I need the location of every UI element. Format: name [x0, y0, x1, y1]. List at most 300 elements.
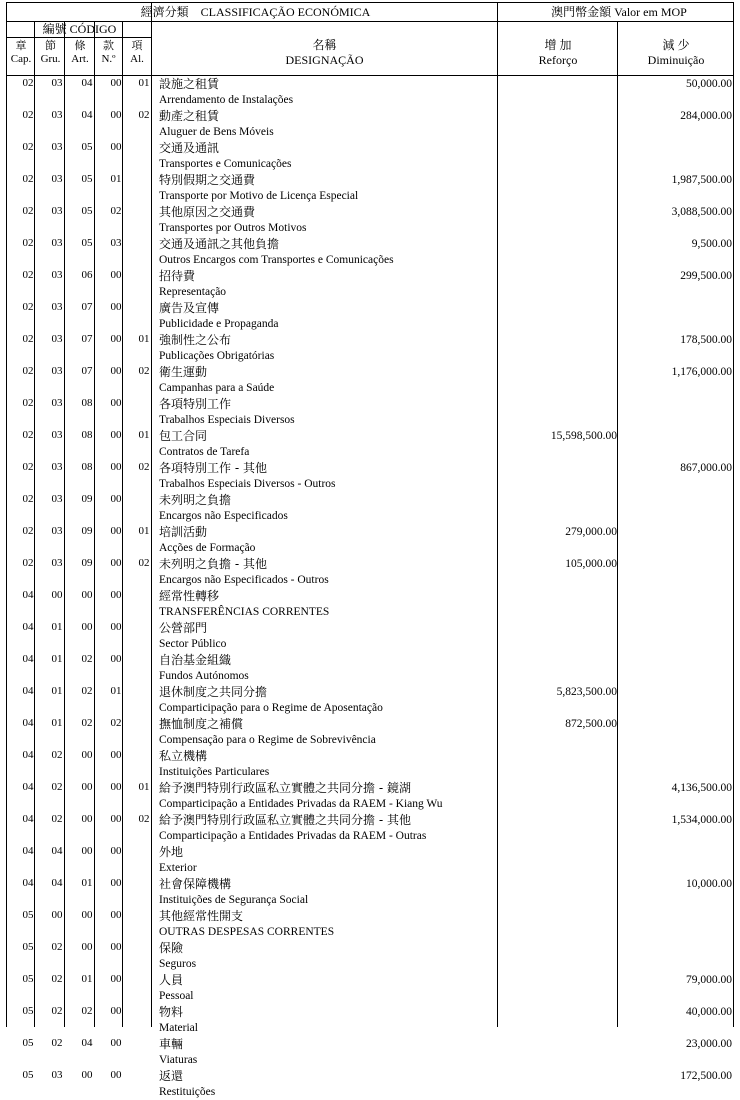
designation-portuguese: TRANSFERÊNCIAS CORRENTES — [159, 606, 330, 618]
designation-chinese: 未列明之負擔 - 其他 — [159, 557, 267, 571]
designation-cell — [159, 684, 499, 716]
code-cell-gru: 02 — [51, 781, 63, 793]
designation-portuguese: Seguros — [159, 958, 197, 970]
designation-chinese: 特別假期之交通費 — [159, 173, 256, 187]
designation-chinese: 給予澳門特別行政區私立實體之共同分擔 - 其他 — [159, 813, 411, 827]
designation-chinese: 各項特別工作 - 其他 — [159, 461, 267, 475]
code-cell-num: 00 — [110, 461, 122, 473]
table-row — [7, 812, 733, 844]
designation-chinese: 設施之租賃 — [159, 77, 220, 91]
code-cell-gru: 03 — [51, 237, 63, 249]
table-row — [7, 1004, 733, 1036]
code-cell-art: 00 — [81, 749, 93, 761]
designation-chinese: 其他經常性開支 — [159, 909, 244, 923]
designation-portuguese: Campanhas para a Saúde — [159, 382, 275, 394]
code-cell-art: 04 — [81, 1037, 93, 1049]
code-cell-art: 08 — [81, 429, 93, 441]
code-cell-al: 02 — [138, 461, 150, 473]
designation-cell — [159, 844, 499, 876]
code-cell-cap: 02 — [22, 365, 34, 377]
table-row — [7, 236, 733, 268]
code-cell-art: 05 — [81, 205, 93, 217]
code-cell-art: 04 — [81, 109, 93, 121]
col-header-art-cn: 條 — [74, 40, 86, 52]
code-cell-cap: 04 — [22, 653, 34, 665]
code-cell-art: 00 — [81, 813, 93, 825]
designation-chinese: 交通及通訊之其他負擔 — [159, 237, 280, 251]
designation-portuguese: Transportes e Comunicações — [159, 158, 292, 170]
code-cell-gru: 03 — [51, 461, 63, 473]
designation-portuguese: Representação — [159, 286, 227, 298]
amount-diminuicao: 4,136,500.00 — [671, 782, 732, 794]
budget-rows — [7, 76, 733, 1100]
col-header-al-cn: 項 — [131, 40, 143, 52]
designation-portuguese: Transportes por Outros Motivos — [159, 222, 307, 234]
designation-portuguese: Sector Público — [159, 638, 227, 650]
code-cell-gru: 02 — [51, 1005, 63, 1017]
amount-diminuicao: 79,000.00 — [686, 974, 732, 986]
col-header-num-cn: 款 — [103, 40, 114, 52]
code-cell-cap: 04 — [22, 685, 34, 697]
code-cell-num: 00 — [110, 781, 122, 793]
designation-cell — [159, 108, 499, 140]
code-cell-num: 03 — [110, 237, 122, 249]
code-cell-art: 00 — [81, 941, 93, 953]
amount-diminuicao: 3,088,500.00 — [671, 206, 732, 218]
code-cell-art: 07 — [81, 365, 93, 377]
table-row — [7, 108, 733, 140]
code-cell-num: 01 — [110, 173, 122, 185]
code-cell-art: 08 — [81, 461, 93, 473]
classification-title-pt: CLASSIFICAÇÃO ECONÓMICA — [200, 5, 371, 19]
code-cell-art: 02 — [81, 685, 93, 697]
amount-diminuicao: 10,000.00 — [686, 878, 732, 890]
amount-reforco: 5,823,500.00 — [556, 686, 617, 698]
designation-portuguese: Fundos Autónomos — [159, 670, 249, 682]
code-cell-gru: 03 — [51, 173, 63, 185]
code-cell-gru: 03 — [51, 557, 63, 569]
col-header-al-pt: Al. — [130, 53, 144, 65]
designation-chinese: 培訓活動 — [159, 525, 208, 539]
col-header-num-pt: N.º — [101, 53, 116, 65]
classification-title-cn: 經濟分類 — [140, 5, 189, 19]
code-cell-art: 09 — [81, 493, 93, 505]
code-cell-art: 05 — [81, 237, 93, 249]
code-cell-gru: 03 — [51, 525, 63, 537]
table-row — [7, 748, 733, 780]
col-header-art — [66, 40, 94, 66]
code-cell-cap: 02 — [22, 333, 34, 345]
code-cell-al: 02 — [138, 557, 150, 569]
code-cell-num: 00 — [110, 269, 122, 281]
code-cell-gru: 03 — [51, 333, 63, 345]
designation-cell — [159, 524, 499, 556]
code-cell-num: 00 — [110, 77, 122, 89]
code-cell-art: 02 — [81, 1005, 93, 1017]
table-row — [7, 524, 733, 556]
code-cell-num: 00 — [110, 365, 122, 377]
code-cell-gru: 01 — [51, 685, 63, 697]
designation-portuguese: Contratos de Tarefa — [159, 446, 250, 458]
table-row — [7, 460, 733, 492]
amount-title-cn: 澳門幣金額 — [551, 5, 612, 19]
amount-diminuicao: 50,000.00 — [686, 78, 732, 90]
code-cell-gru: 04 — [51, 877, 63, 889]
designation-chinese: 外地 — [159, 845, 184, 859]
code-cell-gru: 01 — [51, 653, 63, 665]
table-row — [7, 716, 733, 748]
designation-chinese: 車輛 — [159, 1037, 184, 1051]
table-row — [7, 684, 733, 716]
amount-diminuicao: 867,000.00 — [680, 462, 732, 474]
code-cell-cap: 02 — [22, 397, 34, 409]
code-cell-num: 00 — [110, 1037, 122, 1049]
code-cell-al: 01 — [138, 525, 150, 537]
code-cell-gru: 03 — [51, 77, 63, 89]
code-label-pt: CÓDIGO — [69, 22, 117, 36]
amount-diminuicao: 40,000.00 — [686, 1006, 732, 1018]
code-cell-num: 00 — [110, 589, 122, 601]
code-cell-cap: 05 — [22, 1005, 34, 1017]
code-cell-cap: 05 — [22, 941, 34, 953]
col-header-decrease-cn: 減 少 — [662, 38, 690, 52]
amount-diminuicao: 299,500.00 — [680, 270, 732, 282]
col-header-cap — [8, 40, 34, 66]
designation-portuguese: Encargos não Especificados - Outros — [159, 574, 329, 586]
code-cell-art: 00 — [81, 1069, 93, 1081]
code-cell-num: 00 — [110, 333, 122, 345]
code-cell-art: 07 — [81, 301, 93, 313]
designation-portuguese: Acções de Formação — [159, 542, 256, 554]
designation-portuguese: OUTRAS DESPESAS CORRENTES — [159, 926, 335, 938]
designation-portuguese: Outros Encargos com Transportes e Comunicações — [159, 254, 394, 266]
designation-portuguese: Encargos não Especificados — [159, 510, 288, 522]
code-cell-cap: 02 — [22, 525, 34, 537]
code-cell-cap: 04 — [22, 717, 34, 729]
designation-portuguese: Trabalhos Especiais Diversos — [159, 414, 295, 426]
designation-cell — [159, 492, 499, 524]
designation-cell — [159, 140, 499, 172]
code-cell-gru: 03 — [51, 269, 63, 281]
col-header-cap-cn: 章 — [15, 40, 27, 52]
designation-portuguese: Arrendamento de Instalações — [159, 94, 294, 106]
col-header-art-pt: Art. — [71, 53, 89, 65]
designation-cell — [159, 396, 499, 428]
col-header-gru — [37, 40, 64, 66]
code-cell-cap: 02 — [22, 301, 34, 313]
designation-cell — [159, 236, 499, 268]
table-header-band — [7, 3, 733, 21]
code-cell-gru: 03 — [51, 493, 63, 505]
designation-portuguese: Compensação para o Regime de Sobrevivência — [159, 734, 376, 746]
code-cell-art: 00 — [81, 909, 93, 921]
table-row — [7, 76, 733, 108]
code-cell-art: 08 — [81, 397, 93, 409]
code-cell-gru: 03 — [51, 205, 63, 217]
designation-chinese: 撫恤制度之補償 — [159, 717, 244, 731]
designation-cell — [159, 908, 499, 940]
designation-chinese: 物料 — [159, 1005, 184, 1019]
code-cell-cap: 04 — [22, 845, 34, 857]
amount-diminuicao: 9,500.00 — [691, 238, 732, 250]
code-cell-num: 00 — [110, 845, 122, 857]
designation-chinese: 社會保障機構 — [159, 877, 232, 891]
table-row — [7, 300, 733, 332]
designation-cell — [159, 332, 499, 364]
code-cell-art: 02 — [81, 717, 93, 729]
code-cell-gru: 00 — [51, 589, 63, 601]
code-cell-art: 00 — [81, 589, 93, 601]
designation-cell — [159, 1004, 499, 1036]
table-row — [7, 844, 733, 876]
code-cell-gru: 01 — [51, 717, 63, 729]
amount-diminuicao: 23,000.00 — [686, 1038, 732, 1050]
code-cell-cap: 04 — [22, 781, 34, 793]
col-header-decrease-pt: Diminuição — [647, 53, 705, 67]
code-cell-num: 00 — [110, 141, 122, 153]
col-header-increase-pt: Reforço — [538, 53, 578, 67]
code-cell-num: 02 — [110, 205, 122, 217]
col-header-increase — [498, 38, 618, 68]
code-cell-num: 00 — [110, 653, 122, 665]
designation-portuguese: Instituições de Segurança Social — [159, 894, 309, 906]
col-header-gru-pt: Gru. — [40, 53, 61, 65]
designation-portuguese: Aluguer de Bens Móveis — [159, 126, 274, 138]
designation-chinese: 交通及通訊 — [159, 141, 220, 155]
designation-chinese: 各項特別工作 — [159, 397, 232, 411]
designation-portuguese: Comparticipação a Entidades Privadas da RAEM - Kiang Wu — [159, 798, 443, 810]
code-cell-cap: 02 — [22, 109, 34, 121]
code-cell-num: 00 — [110, 493, 122, 505]
designation-cell — [159, 76, 499, 108]
code-cell-num: 00 — [110, 301, 122, 313]
col-header-num — [95, 40, 122, 66]
code-cell-al: 02 — [138, 109, 150, 121]
designation-portuguese: Material — [159, 1022, 198, 1034]
code-cell-num: 00 — [110, 1069, 122, 1081]
designation-cell — [159, 428, 499, 460]
designation-chinese: 給予澳門特別行政區私立實體之共同分擔 - 鏡湖 — [159, 781, 411, 795]
designation-chinese: 返還 — [159, 1069, 184, 1083]
code-cell-art: 04 — [81, 77, 93, 89]
designation-cell — [159, 812, 499, 844]
code-cell-gru: 02 — [51, 973, 63, 985]
amount-diminuicao: 178,500.00 — [680, 334, 732, 346]
amount-reforco: 15,598,500.00 — [550, 430, 617, 442]
code-cell-art: 01 — [81, 877, 93, 889]
code-cell-cap: 04 — [22, 589, 34, 601]
designation-chinese: 保險 — [159, 941, 184, 955]
code-cell-art: 09 — [81, 557, 93, 569]
code-cell-num: 02 — [110, 717, 122, 729]
code-cell-al: 02 — [138, 813, 150, 825]
code-group-header — [7, 22, 152, 37]
designation-chinese: 衛生運動 — [159, 365, 208, 379]
designation-cell — [159, 1036, 499, 1068]
designation-cell — [159, 364, 499, 396]
col-header-designation-pt: DESIGNAÇÃO — [285, 53, 364, 67]
code-cell-al: 01 — [138, 77, 150, 89]
amount-diminuicao: 1,534,000.00 — [671, 814, 732, 826]
table-row — [7, 908, 733, 940]
code-cell-art: 00 — [81, 845, 93, 857]
table-row — [7, 780, 733, 812]
code-cell-num: 00 — [110, 557, 122, 569]
designation-chinese: 廣告及宣傳 — [159, 301, 220, 315]
designation-chinese: 人員 — [159, 973, 184, 987]
table-row — [7, 620, 733, 652]
designation-cell — [159, 460, 499, 492]
code-cell-gru: 02 — [51, 749, 63, 761]
designation-cell — [159, 876, 499, 908]
table-row — [7, 652, 733, 684]
code-cell-cap: 04 — [22, 877, 34, 889]
code-cell-num: 00 — [110, 909, 122, 921]
code-cell-art: 00 — [81, 621, 93, 633]
code-cell-al: 01 — [138, 781, 150, 793]
designation-cell — [159, 268, 499, 300]
code-cell-num: 00 — [110, 749, 122, 761]
designation-portuguese: Comparticipação a Entidades Privadas da RAEM - Outras — [159, 830, 427, 842]
designation-portuguese: Publicações Obrigatórias — [159, 350, 275, 362]
col-header-designation-cn: 名稱 — [312, 38, 337, 52]
designation-cell — [159, 780, 499, 812]
code-cell-cap: 02 — [22, 237, 34, 249]
code-cell-al: 01 — [138, 429, 150, 441]
designation-chinese: 招待費 — [159, 269, 196, 283]
code-cell-art: 09 — [81, 525, 93, 537]
designation-chinese: 未列明之負擔 — [159, 493, 232, 507]
code-cell-art: 07 — [81, 333, 93, 345]
table-row — [7, 364, 733, 396]
code-cell-cap: 02 — [22, 269, 34, 281]
designation-portuguese: Pessoal — [159, 990, 194, 1002]
table-row — [7, 940, 733, 972]
code-cell-num: 00 — [110, 973, 122, 985]
designation-chinese: 包工合同 — [159, 429, 208, 443]
code-cell-num: 00 — [110, 877, 122, 889]
designation-chinese: 公營部門 — [159, 621, 208, 635]
designation-portuguese: Publicidade e Propaganda — [159, 318, 279, 330]
code-cell-cap: 02 — [22, 173, 34, 185]
designation-cell — [159, 588, 499, 620]
amount-reforco: 105,000.00 — [565, 558, 617, 570]
table-row — [7, 556, 733, 588]
col-header-decrease — [619, 38, 733, 68]
code-cell-cap: 04 — [22, 621, 34, 633]
col-header-cap-pt: Cap. — [10, 53, 32, 65]
code-cell-art: 05 — [81, 173, 93, 185]
designation-portuguese: Comparticipação para o Regime de Aposentação — [159, 702, 383, 714]
table-row — [7, 172, 733, 204]
code-cell-cap: 05 — [22, 1037, 34, 1049]
designation-cell — [159, 1068, 499, 1100]
code-cell-gru: 03 — [51, 109, 63, 121]
code-cell-cap: 05 — [22, 973, 34, 985]
code-cell-cap: 05 — [22, 1069, 34, 1081]
code-cell-num: 00 — [110, 525, 122, 537]
code-cell-cap: 04 — [22, 749, 34, 761]
amount-reforco: 872,500.00 — [565, 718, 617, 730]
table-row — [7, 1036, 733, 1068]
code-label-cn: 編號 — [42, 22, 67, 36]
designation-portuguese: Instituições Particulares — [159, 766, 270, 778]
table-row — [7, 204, 733, 236]
classification-header — [7, 3, 504, 21]
col-header-gru-cn: 節 — [45, 40, 56, 52]
designation-cell — [159, 940, 499, 972]
table-row — [7, 972, 733, 1004]
amount-diminuicao: 172,500.00 — [680, 1070, 732, 1082]
code-cell-num: 00 — [110, 621, 122, 633]
table-row — [7, 588, 733, 620]
col-header-al — [123, 40, 151, 66]
designation-cell — [159, 204, 499, 236]
amount-diminuicao: 284,000.00 — [680, 110, 732, 122]
designation-portuguese: Restituições — [159, 1086, 216, 1098]
designation-chinese: 私立機構 — [159, 749, 208, 763]
table-row — [7, 332, 733, 364]
table-row — [7, 140, 733, 172]
code-cell-cap: 02 — [22, 205, 34, 217]
amount-header — [505, 3, 733, 21]
code-cell-art: 05 — [81, 141, 93, 153]
designation-cell — [159, 556, 499, 588]
table-row — [7, 1068, 733, 1100]
code-cell-num: 01 — [110, 685, 122, 697]
designation-cell — [159, 652, 499, 684]
designation-cell — [159, 300, 499, 332]
designation-portuguese: Trabalhos Especiais Diversos - Outros — [159, 478, 336, 490]
code-cell-gru: 01 — [51, 621, 63, 633]
code-cell-num: 00 — [110, 109, 122, 121]
amount-title-pt: Valor em MOP — [614, 5, 687, 19]
header-rule-codigo — [7, 37, 152, 38]
table-row — [7, 396, 733, 428]
amount-diminuicao: 1,987,500.00 — [671, 174, 732, 186]
code-cell-gru: 03 — [51, 1069, 63, 1081]
code-cell-cap: 02 — [22, 141, 34, 153]
col-header-designation — [152, 38, 497, 68]
designation-chinese: 其他原因之交通費 — [159, 205, 256, 219]
code-cell-gru: 00 — [51, 909, 63, 921]
table-row — [7, 268, 733, 300]
designation-portuguese: Transporte por Motivo de Licença Especial — [159, 190, 359, 202]
code-cell-gru: 03 — [51, 397, 63, 409]
code-cell-cap: 02 — [22, 77, 34, 89]
code-cell-cap: 02 — [22, 429, 34, 441]
code-cell-gru: 03 — [51, 301, 63, 313]
designation-chinese: 經常性轉移 — [159, 589, 220, 603]
designation-portuguese: Viaturas — [159, 1054, 198, 1066]
code-cell-gru: 04 — [51, 845, 63, 857]
code-cell-art: 02 — [81, 653, 93, 665]
designation-chinese: 強制性之公布 — [159, 333, 232, 347]
code-cell-al: 02 — [138, 365, 150, 377]
code-cell-gru: 02 — [51, 1037, 63, 1049]
code-cell-num: 00 — [110, 941, 122, 953]
code-cell-art: 01 — [81, 973, 93, 985]
amount-diminuicao: 1,176,000.00 — [671, 366, 732, 378]
table-row — [7, 428, 733, 460]
code-cell-cap: 02 — [22, 493, 34, 505]
designation-chinese: 自治基金組織 — [159, 653, 232, 667]
code-cell-gru: 03 — [51, 429, 63, 441]
designation-portuguese: Exterior — [159, 862, 197, 874]
amount-reforco: 279,000.00 — [565, 526, 617, 538]
code-cell-art: 06 — [81, 269, 93, 281]
col-header-increase-cn: 增 加 — [544, 38, 572, 52]
